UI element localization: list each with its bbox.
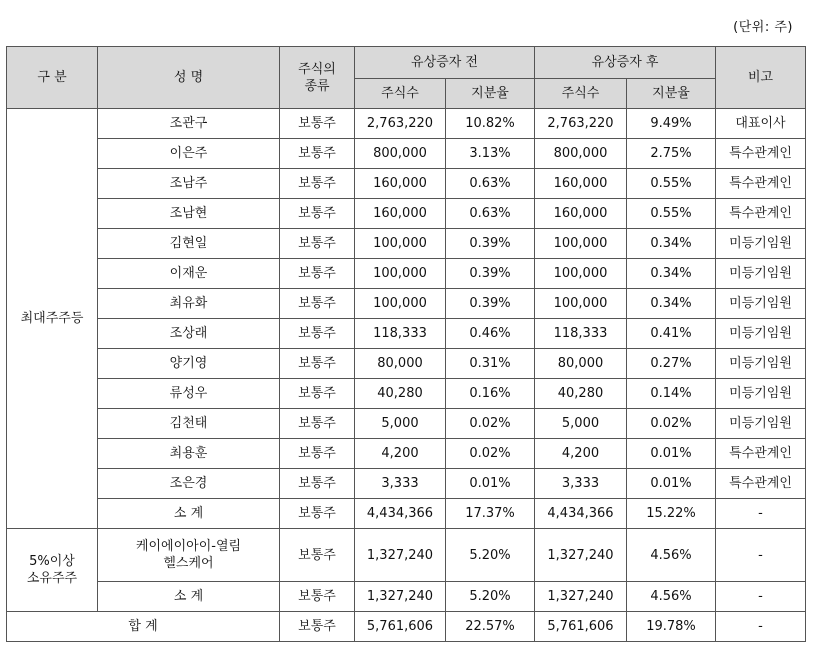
stock-type-cell: 보통주 bbox=[280, 439, 355, 469]
name-cell: 조남현 bbox=[98, 199, 280, 229]
before-ratio-cell: 0.01% bbox=[446, 469, 535, 499]
after-shares-cell: 160,000 bbox=[535, 199, 627, 229]
stock-type-cell: 보통주 bbox=[280, 259, 355, 289]
stock-type-cell: 보통주 bbox=[280, 199, 355, 229]
name-cell: 김현일 bbox=[98, 229, 280, 259]
before-ratio-cell: 5.20% bbox=[446, 582, 535, 612]
note-cell: 미등기임원 bbox=[716, 379, 806, 409]
after-shares-cell: 100,000 bbox=[535, 289, 627, 319]
stock-type-cell: 보통주 bbox=[280, 379, 355, 409]
name-cell: 조남주 bbox=[98, 169, 280, 199]
name-cell: 조상래 bbox=[98, 319, 280, 349]
table-row bbox=[7, 319, 806, 349]
header-after: 유상증자 후 bbox=[535, 47, 716, 79]
note-cell: 특수관계인 bbox=[716, 469, 806, 499]
group-label-cell: 최대주주등 bbox=[7, 109, 98, 529]
after-shares-cell: 1,327,240 bbox=[535, 529, 627, 582]
before-shares-cell: 160,000 bbox=[355, 199, 446, 229]
stock-type-cell: 보통주 bbox=[280, 582, 355, 612]
total-note-cell: - bbox=[716, 612, 806, 642]
name-cell: 소 계 bbox=[98, 499, 280, 529]
table-row bbox=[7, 229, 806, 259]
total-row bbox=[7, 612, 806, 642]
after-ratio-cell: 4.56% bbox=[627, 529, 716, 582]
table-row bbox=[7, 409, 806, 439]
before-ratio-cell: 5.20% bbox=[446, 529, 535, 582]
before-ratio-cell: 0.63% bbox=[446, 199, 535, 229]
header-after-ratio: 지분율 bbox=[627, 79, 716, 109]
name-cell: 조관구 bbox=[98, 109, 280, 139]
total-after-shares-cell: 5,761,606 bbox=[535, 612, 627, 642]
after-ratio-cell: 0.27% bbox=[627, 349, 716, 379]
header-category: 구 분 bbox=[7, 47, 98, 109]
before-ratio-cell: 0.39% bbox=[446, 229, 535, 259]
header-stock-type: 주식의 종류 bbox=[280, 47, 355, 109]
before-shares-cell: 100,000 bbox=[355, 229, 446, 259]
after-shares-cell: 5,000 bbox=[535, 409, 627, 439]
before-shares-cell: 4,434,366 bbox=[355, 499, 446, 529]
before-ratio-cell: 0.16% bbox=[446, 379, 535, 409]
after-ratio-cell: 0.01% bbox=[627, 469, 716, 499]
before-shares-cell: 100,000 bbox=[355, 289, 446, 319]
after-shares-cell: 118,333 bbox=[535, 319, 627, 349]
before-ratio-cell: 0.31% bbox=[446, 349, 535, 379]
after-shares-cell: 40,280 bbox=[535, 379, 627, 409]
before-shares-cell: 118,333 bbox=[355, 319, 446, 349]
total-before-shares-cell: 5,761,606 bbox=[355, 612, 446, 642]
after-shares-cell: 3,333 bbox=[535, 469, 627, 499]
after-ratio-cell: 0.34% bbox=[627, 259, 716, 289]
name-cell: 최용훈 bbox=[98, 439, 280, 469]
note-cell: - bbox=[716, 529, 806, 582]
after-ratio-cell: 0.41% bbox=[627, 319, 716, 349]
after-shares-cell: 160,000 bbox=[535, 169, 627, 199]
name-cell: 조은경 bbox=[98, 469, 280, 499]
total-before-ratio-cell: 22.57% bbox=[446, 612, 535, 642]
group-label-cell: 5%이상 소유주주 bbox=[7, 529, 98, 612]
header-before-shares: 주식수 bbox=[355, 79, 446, 109]
note-cell: 미등기임원 bbox=[716, 349, 806, 379]
note-cell: 미등기임원 bbox=[716, 319, 806, 349]
table-row bbox=[7, 379, 806, 409]
stock-type-cell: 보통주 bbox=[280, 109, 355, 139]
stock-type-cell: 보통주 bbox=[280, 169, 355, 199]
total-after-ratio-cell: 19.78% bbox=[627, 612, 716, 642]
note-cell: 미등기임원 bbox=[716, 409, 806, 439]
header-name: 성 명 bbox=[98, 47, 280, 109]
after-ratio-cell: 4.56% bbox=[627, 582, 716, 612]
before-ratio-cell: 0.46% bbox=[446, 319, 535, 349]
before-shares-cell: 100,000 bbox=[355, 259, 446, 289]
after-ratio-cell: 2.75% bbox=[627, 139, 716, 169]
note-cell: 대표이사 bbox=[716, 109, 806, 139]
before-ratio-cell: 0.02% bbox=[446, 409, 535, 439]
after-shares-cell: 1,327,240 bbox=[535, 582, 627, 612]
stock-type-cell: 보통주 bbox=[280, 469, 355, 499]
before-shares-cell: 1,327,240 bbox=[355, 529, 446, 582]
after-ratio-cell: 0.14% bbox=[627, 379, 716, 409]
table-row bbox=[7, 469, 806, 499]
name-cell: 소 계 bbox=[98, 582, 280, 612]
after-shares-cell: 80,000 bbox=[535, 349, 627, 379]
before-shares-cell: 800,000 bbox=[355, 139, 446, 169]
note-cell: 미등기임원 bbox=[716, 229, 806, 259]
note-cell: 특수관계인 bbox=[716, 169, 806, 199]
stock-type-cell: 보통주 bbox=[280, 529, 355, 582]
note-cell: - bbox=[716, 499, 806, 529]
unit-label: (단위: 주) bbox=[733, 20, 793, 35]
header-note: 비고 bbox=[716, 47, 806, 109]
note-cell: - bbox=[716, 582, 806, 612]
before-shares-cell: 160,000 bbox=[355, 169, 446, 199]
table-row bbox=[7, 109, 806, 139]
note-cell: 미등기임원 bbox=[716, 259, 806, 289]
table-row bbox=[7, 139, 806, 169]
stock-type-cell: 보통주 bbox=[280, 499, 355, 529]
before-ratio-cell: 17.37% bbox=[446, 499, 535, 529]
before-ratio-cell: 0.39% bbox=[446, 289, 535, 319]
before-shares-cell: 40,280 bbox=[355, 379, 446, 409]
table-row bbox=[7, 349, 806, 379]
stock-type-cell: 보통주 bbox=[280, 229, 355, 259]
name-cell: 최유화 bbox=[98, 289, 280, 319]
total-stock-type-cell: 보통주 bbox=[280, 612, 355, 642]
table-row bbox=[7, 582, 806, 612]
name-cell: 류성우 bbox=[98, 379, 280, 409]
after-ratio-cell: 15.22% bbox=[627, 499, 716, 529]
table-row bbox=[7, 199, 806, 229]
name-cell: 양기영 bbox=[98, 349, 280, 379]
after-shares-cell: 4,200 bbox=[535, 439, 627, 469]
before-shares-cell: 2,763,220 bbox=[355, 109, 446, 139]
after-shares-cell: 100,000 bbox=[535, 259, 627, 289]
after-ratio-cell: 0.01% bbox=[627, 439, 716, 469]
after-ratio-cell: 0.34% bbox=[627, 289, 716, 319]
stock-type-cell: 보통주 bbox=[280, 139, 355, 169]
note-cell: 미등기임원 bbox=[716, 289, 806, 319]
before-ratio-cell: 0.63% bbox=[446, 169, 535, 199]
shareholder-table bbox=[6, 46, 806, 642]
stock-type-cell: 보통주 bbox=[280, 319, 355, 349]
after-shares-cell: 4,434,366 bbox=[535, 499, 627, 529]
before-shares-cell: 80,000 bbox=[355, 349, 446, 379]
total-label-cell: 합 계 bbox=[7, 612, 280, 642]
after-ratio-cell: 9.49% bbox=[627, 109, 716, 139]
header-before-ratio: 지분율 bbox=[446, 79, 535, 109]
table-row bbox=[7, 169, 806, 199]
stock-type-cell: 보통주 bbox=[280, 289, 355, 319]
name-cell: 이재운 bbox=[98, 259, 280, 289]
table-row bbox=[7, 259, 806, 289]
stock-type-cell: 보통주 bbox=[280, 349, 355, 379]
before-shares-cell: 3,333 bbox=[355, 469, 446, 499]
note-cell: 특수관계인 bbox=[716, 439, 806, 469]
stock-type-cell: 보통주 bbox=[280, 409, 355, 439]
name-cell: 김천태 bbox=[98, 409, 280, 439]
before-shares-cell: 4,200 bbox=[355, 439, 446, 469]
before-ratio-cell: 3.13% bbox=[446, 139, 535, 169]
table-row bbox=[7, 289, 806, 319]
after-shares-cell: 800,000 bbox=[535, 139, 627, 169]
before-ratio-cell: 10.82% bbox=[446, 109, 535, 139]
after-ratio-cell: 0.55% bbox=[627, 169, 716, 199]
table-row bbox=[7, 529, 806, 582]
note-cell: 특수관계인 bbox=[716, 139, 806, 169]
after-ratio-cell: 0.34% bbox=[627, 229, 716, 259]
header-after-shares: 주식수 bbox=[535, 79, 627, 109]
name-cell: 케이에이아이-열림 헬스케어 bbox=[98, 529, 280, 582]
before-shares-cell: 1,327,240 bbox=[355, 582, 446, 612]
before-shares-cell: 5,000 bbox=[355, 409, 446, 439]
after-shares-cell: 2,763,220 bbox=[535, 109, 627, 139]
table-row bbox=[7, 439, 806, 469]
after-shares-cell: 100,000 bbox=[535, 229, 627, 259]
before-ratio-cell: 0.02% bbox=[446, 439, 535, 469]
header-before: 유상증자 전 bbox=[355, 47, 535, 79]
table-row bbox=[7, 499, 806, 529]
after-ratio-cell: 0.55% bbox=[627, 199, 716, 229]
name-cell: 이은주 bbox=[98, 139, 280, 169]
after-ratio-cell: 0.02% bbox=[627, 409, 716, 439]
before-ratio-cell: 0.39% bbox=[446, 259, 535, 289]
note-cell: 특수관계인 bbox=[716, 199, 806, 229]
